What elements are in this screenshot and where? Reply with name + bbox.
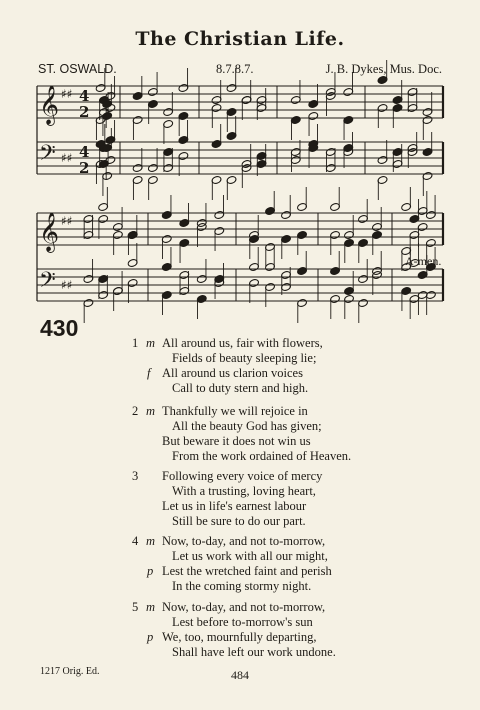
dynamic-mark: m <box>146 404 156 418</box>
verse-line: All the beauty God has given; <box>172 419 322 433</box>
dynamic-mark: m <box>146 600 156 614</box>
section-title: The Christian Life. <box>135 28 345 50</box>
verse-number: 2 <box>132 404 139 418</box>
verse-line: Now, to-day, and not to-morrow, <box>162 534 326 548</box>
verse-line: Thankfully we will rejoice in <box>162 404 308 418</box>
dynamic-mark: m <box>146 534 156 548</box>
verse-line: We, too, mournfully departing, <box>162 630 317 644</box>
dynamic-mark: p <box>147 630 154 644</box>
verse-line: In the coming stormy night. <box>172 579 312 593</box>
time-signature: 2 <box>79 159 90 177</box>
time-signature: 2 <box>79 103 90 121</box>
verse-line: All around us clarion voices <box>162 366 303 380</box>
verse-number: 1 <box>132 336 139 350</box>
treble-clef: 𝄞 <box>39 85 60 125</box>
verse-line: With a trusting, loving heart, <box>172 484 316 498</box>
dynamic-mark: p <box>147 564 154 578</box>
dynamic-mark: m <box>146 336 156 350</box>
verse-line: Call to duty stern and high. <box>172 381 309 395</box>
bass-clef: 𝄢 <box>39 141 56 171</box>
verse-line: Let us in life's earnest labour <box>162 499 307 513</box>
verse-line: Shall have left our work undone. <box>172 645 336 659</box>
footer-note: 1217 Orig. Ed. <box>40 666 100 677</box>
key-sharp: ♯♯ <box>61 278 73 292</box>
key-sharp: ♯♯ <box>61 214 73 228</box>
bass-clef: 𝄢 <box>39 268 56 298</box>
verse-line: But beware it does not win us <box>162 434 311 448</box>
amen-label: A-men. <box>405 254 442 268</box>
verse-line: Let us work with all our might, <box>172 549 328 563</box>
verse-line: Lest the wretched faint and perish <box>162 564 332 578</box>
tune-name: ST. OSWALD. <box>38 62 117 76</box>
verse-line: All around us, fair with flowers, <box>162 336 323 350</box>
verse-number: 3 <box>132 469 139 483</box>
verse-line: Now, to-day, and not to-morrow, <box>162 600 326 614</box>
page-number: 484 <box>231 668 249 682</box>
verse-line: From the work ordained of Heaven. <box>172 449 352 463</box>
verse-line: Lest before to-morrow's sun <box>172 615 313 629</box>
verse-number: 5 <box>132 600 139 614</box>
verse-line: Still be sure to do our part. <box>172 514 306 528</box>
key-sharp: ♯♯ <box>61 87 73 101</box>
hymn-number: 430 <box>40 315 79 341</box>
music-score <box>0 0 480 330</box>
time-signature: 4 <box>79 87 90 105</box>
verse-line: Following every voice of mercy <box>162 469 323 483</box>
verse-line: Fields of beauty sleeping lie; <box>172 351 317 365</box>
time-signature: 4 <box>79 143 90 161</box>
key-sharp: ♯♯ <box>61 151 73 165</box>
dynamic-mark: f <box>147 366 151 380</box>
tune-meter: 8.7.8.7. <box>216 62 254 76</box>
composer: J. B. Dykes, Mus. Doc. <box>325 62 442 76</box>
treble-clef: 𝄞 <box>39 212 60 252</box>
verse-number: 4 <box>132 534 139 548</box>
